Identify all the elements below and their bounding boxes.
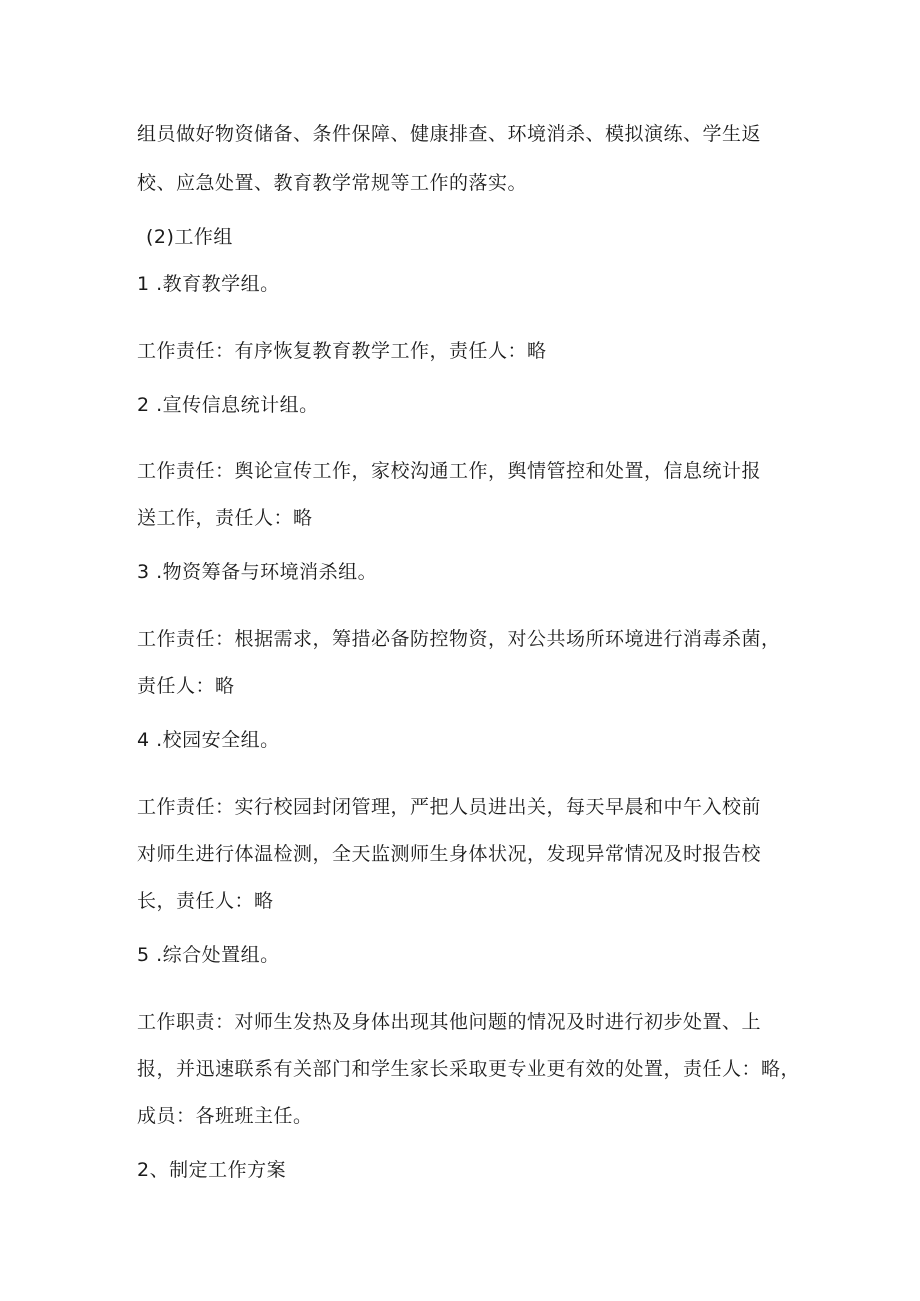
paragraph-line: 工作责任：有序恢复教育教学工作，责任人：略: [137, 340, 547, 362]
paragraph-line: 校、应急处置、教育教学常规等工作的落实。: [137, 172, 528, 194]
paragraph-line: 报，并迅速联系有关部门和学生家长采取更专业更有效的处置，责任人：略，: [137, 1058, 801, 1080]
paragraph-line: 工作职责：对师生发热及身体出现其他问题的情况及时进行初步处置、上: [137, 1011, 762, 1033]
paragraph-line: 成员：各班班主任。: [137, 1105, 313, 1127]
section-heading: (2)工作组: [146, 226, 233, 248]
group-heading: 4 .校园安全组。: [137, 729, 280, 751]
section-heading: 2、制定工作方案: [137, 1159, 287, 1181]
paragraph-line: 工作责任：舆论宣传工作，家校沟通工作，舆情管控和处置，信息统计报: [137, 460, 762, 482]
group-heading: 3 .物资筹备与环境消杀组。: [137, 561, 378, 583]
paragraph-line: 工作责任：根据需求，筹措必备防控物资，对公共场所环境进行消毒杀菌，: [137, 628, 781, 650]
paragraph-line: 责任人：略: [137, 675, 235, 697]
paragraph-line: 送工作，责任人：略: [137, 507, 313, 529]
paragraph-line: 长，责任人：略: [137, 890, 274, 912]
paragraph-line: 组员做好物资储备、条件保障、健康排查、环境消杀、模拟演练、学生返: [137, 123, 762, 145]
group-heading: 5 .综合处置组。: [137, 944, 280, 966]
paragraph-line: 对师生进行体温检测，全天监测师生身体状况，发现异常情况及时报告校: [137, 843, 762, 865]
paragraph-line: 工作责任：实行校园封闭管理，严把人员进出关，每天早晨和中午入校前: [137, 796, 762, 818]
group-heading: 1 .教育教学组。: [137, 273, 280, 295]
group-heading: 2 .宣传信息统计组。: [137, 394, 319, 416]
